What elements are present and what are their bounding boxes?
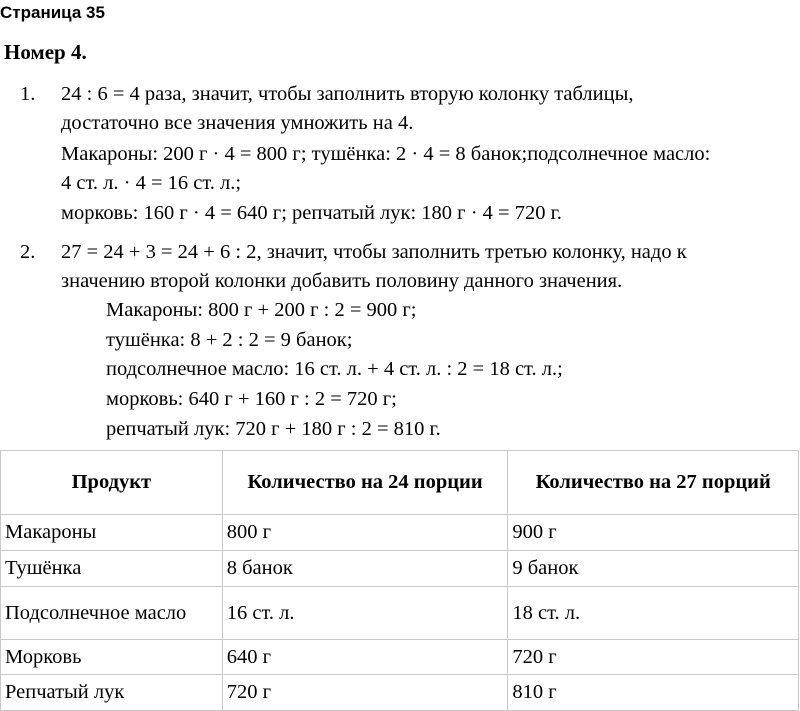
cell-product: Репчатый лук	[1, 675, 223, 711]
item-2-subline-3: подсолнечное масло: 16 ст. л. + 4 ст. л. : 2 = 18 ст. л.;	[106, 358, 563, 380]
cell-qty-27: 900 г	[508, 515, 799, 551]
cell-qty-24: 720 г	[222, 675, 508, 711]
item-1-line-2: достаточно все значения умножить на 4.	[61, 112, 414, 134]
cell-qty-27: 810 г	[508, 675, 799, 711]
task-title: Номер 4.	[4, 40, 87, 64]
item-2-subline-5: репчатый лук: 720 г + 180 г : 2 = 810 г.	[106, 418, 441, 440]
cell-qty-24: 8 банок	[222, 551, 508, 587]
item-2-subline-1: Макароны: 800 г + 200 г : 2 = 900 г;	[106, 299, 417, 321]
cell-qty-24: 640 г	[222, 640, 508, 675]
item-1-number: 1.	[20, 83, 36, 105]
item-2-line-2: значению второй колонки добавить половину данного значения.	[61, 270, 623, 292]
cell-qty-24: 800 г	[222, 515, 508, 551]
cell-qty-27: 9 банок	[508, 551, 799, 587]
table-header-row	[1, 451, 799, 515]
table-row	[1, 640, 799, 675]
cell-qty-24: 16 ст. л.	[222, 587, 508, 640]
item-2-subline-2: тушёнка: 8 + 2 : 2 = 9 банок;	[106, 329, 353, 351]
item-1-line-5: морковь: 160 г · 4 = 640 г; репчатый лук: 180 г · 4 = 720 г.	[61, 202, 562, 224]
header-qty-27: Количество на 27 порций	[508, 451, 799, 515]
cell-product: Подсолнечное масло	[1, 587, 223, 640]
cell-product: Тушёнка	[1, 551, 223, 587]
item-1-line-4: 4 ст. л. · 4 = 16 ст. л.;	[61, 172, 242, 194]
table-row	[1, 587, 799, 640]
table-row	[1, 551, 799, 587]
cell-qty-27: 720 г	[508, 640, 799, 675]
header-qty-24: Количество на 24 порции	[222, 451, 508, 515]
table-row	[1, 675, 799, 711]
cell-product: Макароны	[1, 515, 223, 551]
item-2-number: 2.	[20, 241, 36, 263]
item-2-line-1: 27 = 24 + 3 = 24 + 6 : 2, значит, чтобы заполнить третью колонку, надо к	[61, 241, 687, 263]
header-product: Продукт	[1, 451, 223, 515]
cell-product: Морковь	[1, 640, 223, 675]
item-1-line-1: 24 : 6 = 4 раза, значит, чтобы заполнить вторую колонку таблицы,	[61, 83, 634, 105]
item-1-line-3: Макароны: 200 г · 4 = 800 г; тушёнка: 2 · 4 = 8 банок;подсолнечное масло:	[61, 143, 711, 165]
page-label: Страница 35	[0, 3, 105, 22]
item-2-subline-4: морковь: 640 г + 160 г : 2 = 720 г;	[106, 388, 397, 410]
table-row	[1, 515, 799, 551]
products-table	[0, 450, 799, 711]
cell-qty-27: 18 ст. л.	[508, 587, 799, 640]
